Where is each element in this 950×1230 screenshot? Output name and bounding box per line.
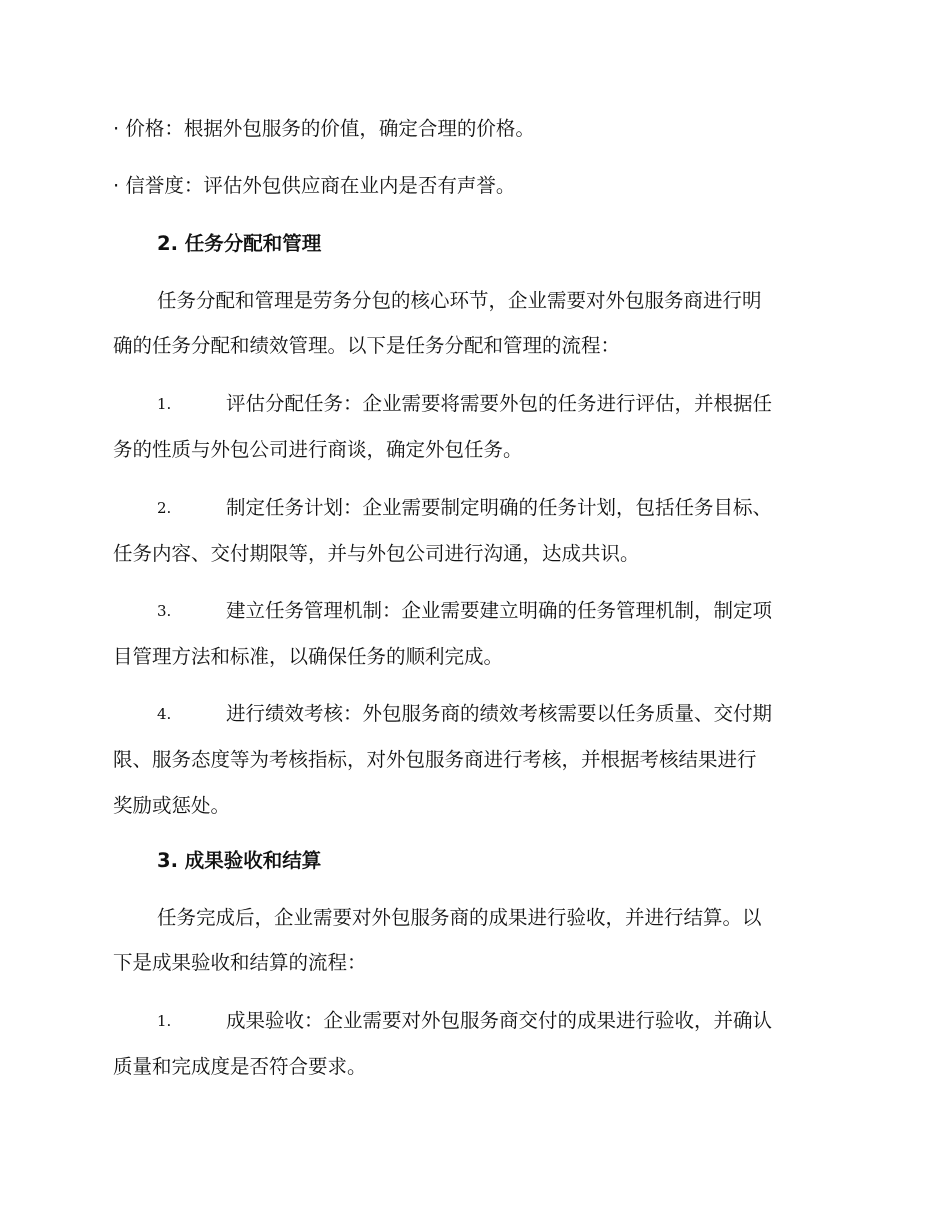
section-3-heading: 3. 成果验收和结算 <box>157 849 322 872</box>
list-item-text: 评估分配任务：企业需要将需要外包的任务进行评估，并根据任 <box>226 392 773 415</box>
list-item <box>113 381 837 473</box>
section-2-intro-line-2: 确的任务分配和绩效管理。以下是任务分配和管理的流程： <box>113 334 621 357</box>
list-item <box>113 485 837 577</box>
bullet-reputation: · 信誉度：评估外包供应商在业内是否有声誉。 <box>113 174 516 197</box>
list-number: 2. <box>157 499 172 517</box>
list-number: 4. <box>157 705 172 723</box>
list-item-text: 成果验收：企业需要对外包服务商交付的成果进行验收，并确认 <box>226 1009 773 1032</box>
list-number: 1. <box>157 1012 172 1030</box>
section-3-intro-line-2: 下是成果验收和结算的流程： <box>113 951 367 974</box>
list-item-text: 进行绩效考核：外包服务商的绩效考核需要以任务质量、交付期 <box>226 702 773 725</box>
list-item-text: 目管理方法和标准，以确保任务的顺利完成。 <box>113 645 504 668</box>
list-item-text: 制定任务计划：企业需要制定明确的任务计划，包括任务目标、 <box>226 496 773 519</box>
section-2-intro-line-1: 任务分配和管理是劳务分包的核心环节，企业需要对外包服务商进行明 <box>157 289 762 312</box>
list-number: 3. <box>157 602 172 620</box>
list-item <box>113 691 837 829</box>
list-item-text: 任务内容、交付期限等，并与外包公司进行沟通，达成共识。 <box>113 542 640 565</box>
list-item <box>113 588 837 680</box>
list-number: 1. <box>157 395 172 413</box>
section-2-heading: 2. 任务分配和管理 <box>157 232 322 255</box>
section-3-intro-line-1: 任务完成后，企业需要对外包服务商的成果进行验收，并进行结算。以 <box>157 906 762 929</box>
list-item-text: 建立任务管理机制：企业需要建立明确的任务管理机制，制定项 <box>226 599 773 622</box>
list-item-text: 务的性质与外包公司进行商谈，确定外包任务。 <box>113 438 523 461</box>
list-item-text: 限、服务态度等为考核指标，对外包服务商进行考核，并根据考核结果进行 <box>113 748 757 771</box>
bullet-price: · 价格：根据外包服务的价值，确定合理的价格。 <box>113 117 535 140</box>
list-item-text: 质量和完成度是否符合要求。 <box>113 1055 367 1078</box>
list-item-text: 奖励或惩处。 <box>113 794 231 817</box>
list-item <box>113 998 837 1090</box>
